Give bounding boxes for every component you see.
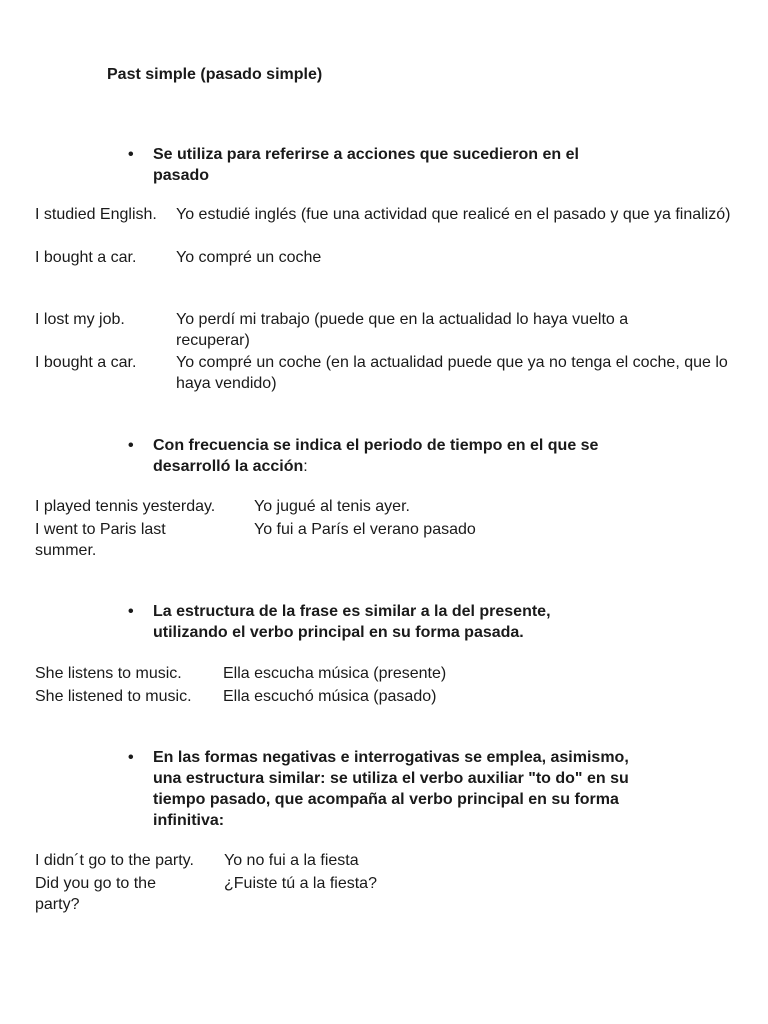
bullet-point-3 xyxy=(128,601,623,643)
page-title: Past simple (pasado simple) xyxy=(107,66,323,83)
english-sentence: I bought a car. xyxy=(35,354,137,371)
spanish-translation: Yo fui a París el verano pasado xyxy=(254,521,476,538)
spanish-translation: ¿Fuiste tú a la fiesta? xyxy=(224,875,377,892)
english-sentence: Did you go to the party? xyxy=(35,875,156,913)
bullet-point-4 xyxy=(128,747,658,831)
english-sentence: I lost my job. xyxy=(35,311,125,328)
english-sentence: I didn´t go to the party. xyxy=(35,852,194,869)
bullet-dot: • xyxy=(128,749,134,766)
spanish-translation: Yo compré un coche (en la actualidad puede que ya no tenga el coche, que lo haya vendido) xyxy=(176,354,728,392)
bullet-text: Se utiliza para referirse a acciones que sucedieron en el pasado xyxy=(153,146,579,184)
english-sentence: I went to Paris last summer. xyxy=(35,521,166,559)
bullet-point-1 xyxy=(128,144,633,186)
bullet-dot: • xyxy=(128,146,134,163)
english-sentence: I played tennis yesterday. xyxy=(35,498,216,515)
bullet-point-2: • Con frecuencia se indica el periodo de tiempo en el que se desarrolló la acción: xyxy=(128,437,599,475)
english-sentence: She listens to music. xyxy=(35,665,182,682)
spanish-translation: Yo no fui a la fiesta xyxy=(224,852,359,869)
spanish-translation: Yo compré un coche xyxy=(176,249,322,266)
bullet-dot: • xyxy=(128,603,134,620)
spanish-translation: Ella escucha música (presente) xyxy=(223,665,447,682)
spanish-translation: Yo estudié inglés (fue una actividad que realicé en el pasado y que ya finalizó) xyxy=(176,206,731,223)
bullet-text: Con frecuencia se indica el periodo de tiempo en el que se desarrolló la acción xyxy=(153,437,599,475)
bullet-text: La estructura de la frase es similar a la del presente, utilizando el verbo principal en su forma pasada. xyxy=(153,603,551,641)
spanish-translation: Yo jugué al tenis ayer. xyxy=(254,498,410,515)
spanish-translation: Ella escuchó música (pasado) xyxy=(223,688,437,705)
spanish-translation: Yo perdí mi trabajo (puede que en la actualidad lo haya vuelto a recuperar) xyxy=(176,311,629,349)
english-sentence: I bought a car. xyxy=(35,249,137,266)
bullet-dot: • xyxy=(128,437,134,454)
english-sentence: I studied English. xyxy=(35,206,157,223)
bullet-text: En las formas negativas e interrogativas se emplea, asimismo, una estructura similar: se utiliza el verbo auxiliar "to do" en su tiempo pasado, que acompaña al verbo principal en su forma infinitiva: xyxy=(153,749,629,829)
english-sentence: She listened to music. xyxy=(35,688,192,705)
